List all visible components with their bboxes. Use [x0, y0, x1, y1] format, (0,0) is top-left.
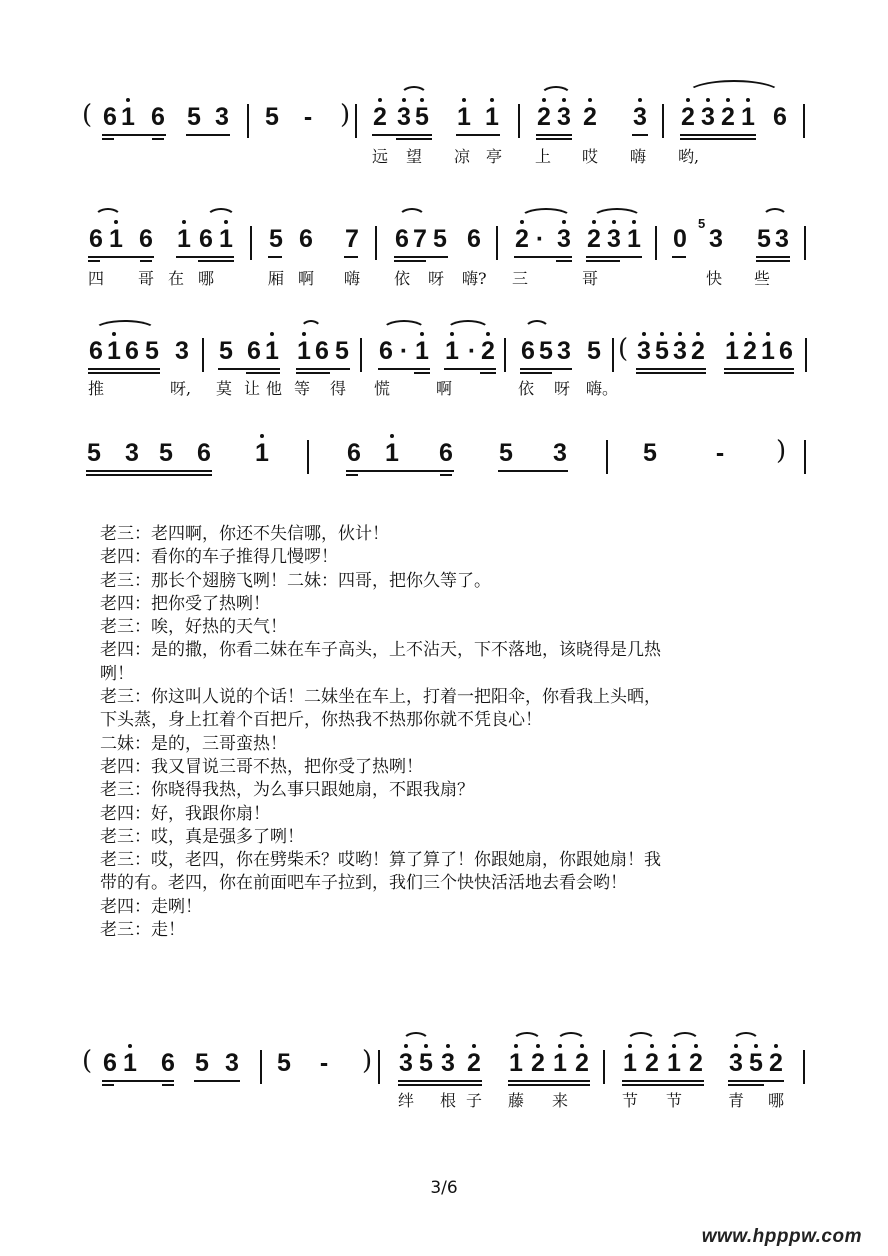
dialogue-line: 老三：老四啊，你还不失信哪，伙计！ [100, 524, 389, 544]
dialogue-block [100, 523, 820, 942]
note: - [303, 103, 313, 131]
dialogue-line: 老三：那长个翅膀飞咧！二妹：四哥，把你久等了。 [100, 570, 491, 591]
note: 6 [151, 103, 165, 131]
note: 6 [103, 103, 117, 131]
dialogue-line: 老三：哎，真是强多了咧！ [100, 826, 304, 847]
dialogue-line: 老三：哎，老四，你在劈柴禾？哎哟！算了算了！你跟她扇，你跟她扇！我 [100, 850, 661, 871]
dialogue-line: 咧！ [100, 663, 134, 684]
dialogue-line: 老四：看你的车子推得几慢啰！ [100, 547, 338, 568]
dialogue-line: 老四：好，我跟你扇！ [100, 803, 270, 824]
score-row-5: ( 6 1 6 5 3 5 - ) 3 5 3 2 1 2 1 2 1 2 1 2 3 5 2 绊 根 子 藤 来 节 节 青 哪 [0, 1046, 888, 1136]
dialogue-line: 老三：唉，好热的天气！ [100, 617, 287, 638]
note: 5 [265, 103, 279, 131]
dialogue-line: 老四：走咧！ [100, 896, 202, 917]
close-paren: ) [340, 100, 351, 130]
dialogue-line: 老三：走！ [100, 920, 185, 941]
dialogue-line: 二妹：是的，三哥蛮热！ [100, 733, 287, 754]
watermark: www.hpppw.com [701, 1226, 862, 1247]
grace-note: 5 [698, 216, 706, 231]
dialogue-line: 老四：我又冒说三哥不热，把你受了热咧！ [100, 756, 423, 777]
note: 1 [120, 104, 136, 130]
dialogue-line: 老四：是的撒，你看二妹在车子高头，上不沾天，下不落地，该晓得是几热 [100, 640, 661, 661]
dialogue-line: 带的有。老四，你在前面吧车子拉到，我们三个快快活活地去看会哟！ [100, 873, 627, 894]
note: 3 [215, 103, 229, 131]
page-number: 3/6 [430, 1178, 458, 1198]
score-row-3: 6 1 6 5 3 5 6 1 1 6 5 6 · 1 1 · 2 6 5 3 5 ( 3 5 3 2 1 2 1 6 推 呀, 莫 让 他 等 得 慌 啊 依 呀 嗨。 [0, 334, 888, 424]
open-paren: ( [82, 100, 93, 130]
dialogue-line: 老四：把你受了热咧！ [100, 593, 270, 614]
barline [355, 104, 357, 138]
dialogue-line: 老三：你晓得我热，为么事只跟她扇，不跟我扇？ [100, 780, 474, 801]
dialogue-line: 下头蒸，身上扛着个百把斤，你热我不热那你就不凭良心！ [100, 710, 542, 731]
dialogue-line: 老三：你这叫人说的个话！二妹坐在车上，打着一把阳伞，你看我上头晒， [100, 687, 661, 708]
note: 5 [187, 103, 201, 131]
score-row-1: ( 6 1 6 5 3 5 - ) 2 3 5 1 1 2 3 2 3 2 3 2 1 6 远 望 凉 亭 上 哎 嗨 哟, [0, 100, 888, 190]
score-row-2: 6 1 6 1 6 1 5 6 7 6 7 5 6 2 · 3 2 3 1 0 5 3 5 3 四 哥 在 哪 厢 啊 嗨 依 呀 嗨? 三 哥 快 些 [0, 222, 888, 312]
barline [247, 104, 249, 138]
score-row-4: 5 3 5 6 1 6 1 6 5 3 5 - ) [0, 436, 888, 526]
